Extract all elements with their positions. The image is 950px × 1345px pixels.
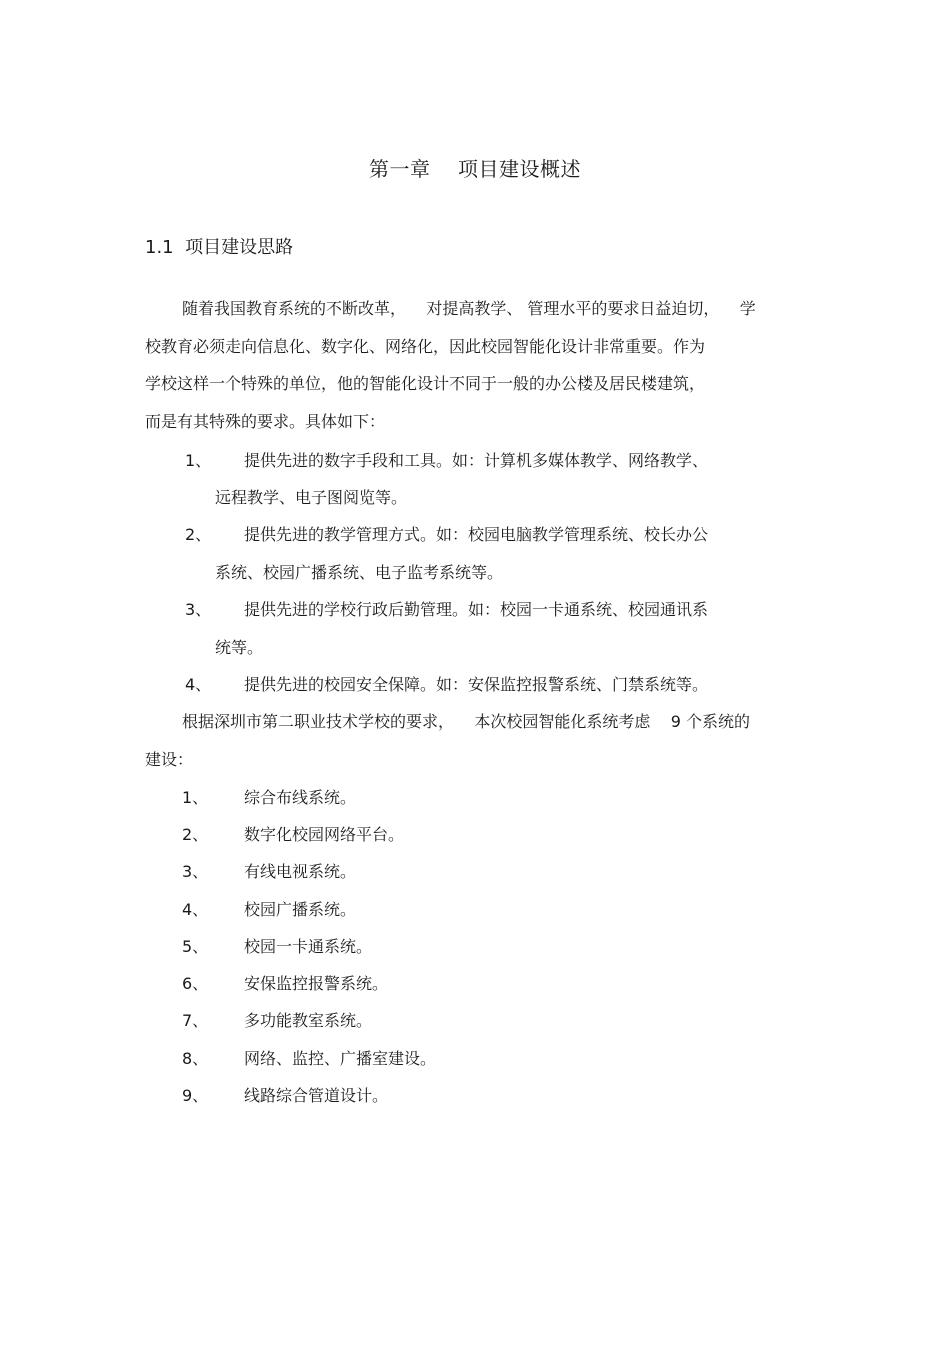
requirement-number: 4、 [185, 675, 212, 694]
conclusion-line-2: 建设： [145, 750, 194, 769]
system-number: 5、 [182, 937, 209, 956]
system-item: 校园一卡通系统。 [244, 937, 373, 956]
conclusion-line-1: 根据深圳市第二职业技术学校的要求， 本次校园智能化系统考虑 9 个系统的 [182, 712, 750, 731]
requirement-text: 提供先进的学校行政后勤管理。如：校园一卡通系统、校园通讯系 [244, 600, 709, 619]
requirement-number: 1、 [185, 451, 212, 470]
system-number: 8、 [182, 1049, 209, 1068]
section-title: 项目建设思路 [185, 237, 294, 258]
requirement-text: 提供先进的数字手段和工具。如：计算机多媒体教学、网络教学、 [244, 451, 709, 470]
system-number: 3、 [182, 862, 209, 881]
system-number: 1、 [182, 788, 209, 807]
chapter-title: 第一章 项目建设概述 [369, 157, 581, 181]
requirement-number: 2、 [185, 525, 212, 544]
intro-line-3: 学校这样一个特殊的单位，他的智能化设计不同于一般的办公楼及居民楼建筑， [145, 374, 706, 393]
section-number: 1.1 [145, 237, 174, 258]
system-item: 线路综合管道设计。 [244, 1086, 389, 1105]
system-item: 数字化校园网络平台。 [244, 825, 405, 844]
system-item: 校园广播系统。 [244, 900, 357, 919]
requirement-text-cont: 统等。 [215, 638, 264, 657]
requirement-text-cont: 远程教学、电子图阅览等。 [215, 488, 408, 507]
system-number: 6、 [182, 974, 209, 993]
system-item: 多功能教室系统。 [244, 1011, 373, 1030]
system-number: 2、 [182, 825, 209, 844]
intro-line-4: 而是有其特殊的要求。具体如下： [145, 412, 386, 431]
requirement-text-cont: 系统、校园广播系统、电子监考系统等。 [215, 563, 504, 582]
requirement-text: 提供先进的校园安全保障。如：安保监控报警系统、门禁系统等。 [244, 675, 709, 694]
system-item: 有线电视系统。 [244, 862, 357, 881]
intro-line-2: 校教育必须走向信息化、数字化、网络化，因此校园智能化设计非常重要。作为 [145, 337, 706, 356]
section-heading [145, 234, 293, 262]
requirement-text: 提供先进的教学管理方式。如：校园电脑教学管理系统、校长办公 [244, 525, 709, 544]
system-item: 综合布线系统。 [244, 788, 357, 807]
system-item: 网络、监控、广播室建设。 [244, 1049, 437, 1068]
intro-line-1: 随着我国教育系统的不断改革， 对提高教学、 管理水平的要求日益迫切， 学 [182, 299, 756, 318]
system-item: 安保监控报警系统。 [244, 974, 389, 993]
requirement-number: 3、 [185, 600, 212, 619]
system-number: 9、 [182, 1086, 209, 1105]
system-number: 7、 [182, 1011, 209, 1030]
system-number: 4、 [182, 900, 209, 919]
